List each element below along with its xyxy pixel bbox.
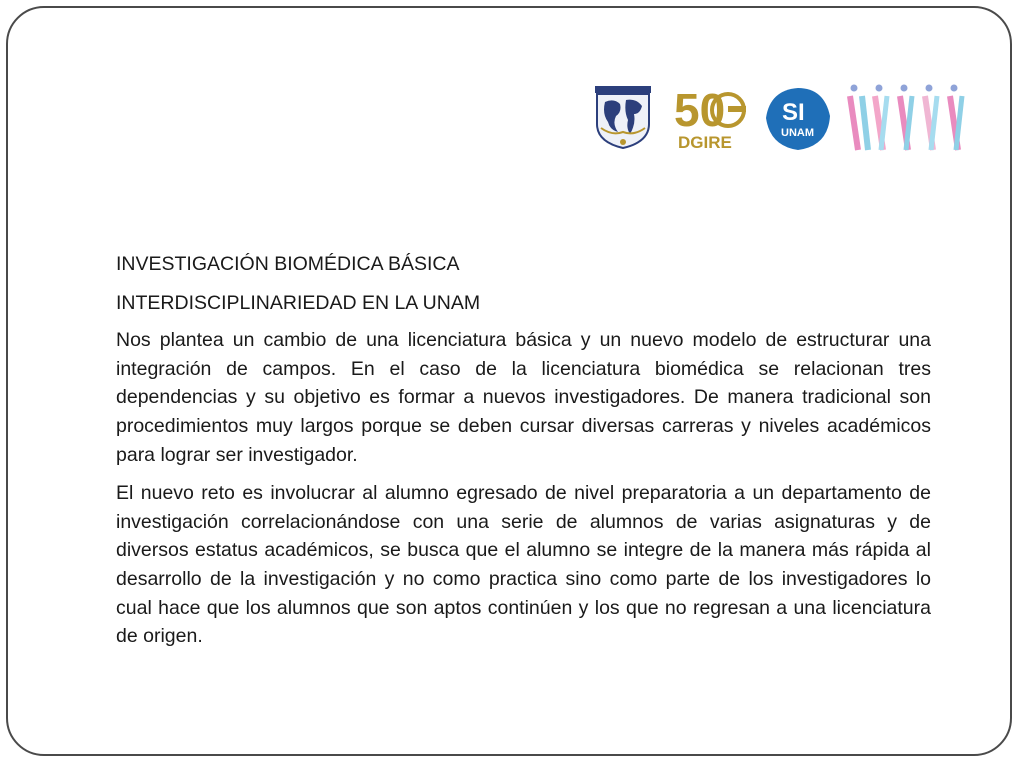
paragraph-1: Nos plantea un cambio de una licenciatura básica y un nuevo modelo de estructurar una integración de campos. En el caso de la licenciatura biomédica se relacionan tres dependencias y su objetivo es formar a nuevos investigadores. De manera tradicional son procedimientos muy largos porque se deben cursar diversas carreras y niveles académicos para lograr ser investigador. [116, 329, 931, 466]
colored-stripes-logo [846, 82, 976, 152]
paragraph-2: El nuevo reto es involucrar al alumno egresado de nivel preparatoria a un departamento de investigación correlacionándose con una serie de alumnos de varias asignaturas y de diversos estatus académicos, se busca que el alumno se integre de la manera más rápida al desarrollo de la investigación y no como practica sino como parte de los investigadores lo cual hace que los alumnos que son aptos continúen y los que no regresan a una licenciatura de origen. [116, 482, 931, 648]
dgire-label: DGIRE [678, 133, 732, 152]
heading-subtitle: INTERDISCIPLINARIEDAD EN LA UNAM [116, 291, 481, 314]
si-unam-logo [762, 86, 834, 152]
heading-title: INVESTIGACIÓN BIOMÉDICA BÁSICA [116, 253, 460, 275]
logo-strip [590, 80, 980, 156]
unam-shield-logo [592, 84, 654, 150]
dgire-number: 50 [674, 84, 726, 136]
si-sub: UNAM [781, 127, 814, 139]
slide-content [116, 250, 931, 661]
slide-frame [6, 6, 1012, 756]
dgire-50-logo [672, 82, 750, 152]
si-main: SI [782, 99, 805, 126]
